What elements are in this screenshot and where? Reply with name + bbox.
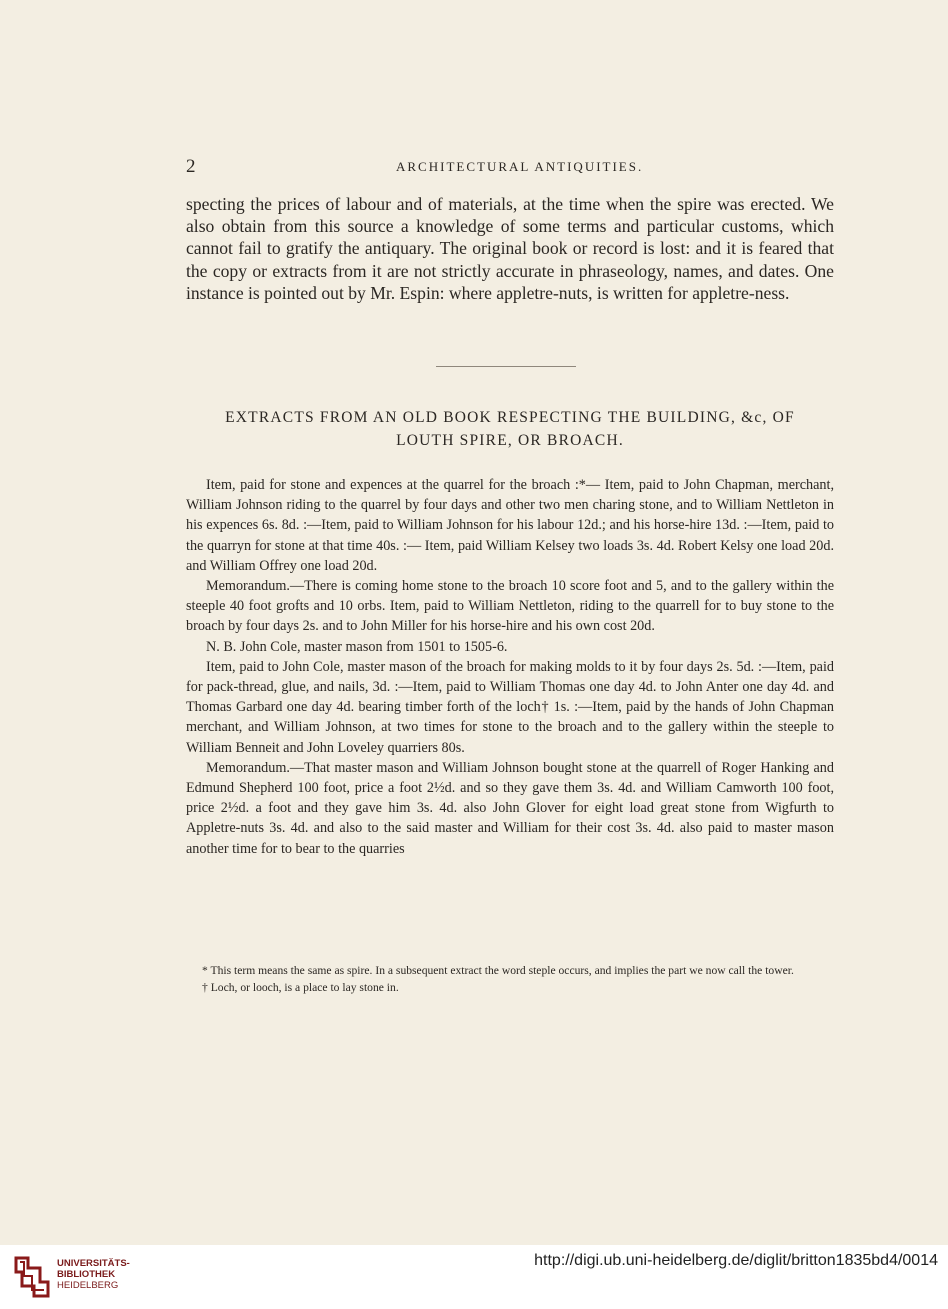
paragraph-2: Memorandum.—There is coming home stone to the broach 10 score foot and 5, and to the gallery within the steeple 40 foot grofts and 10 orbs. Item, paid to William Nettleton, riding to the quarrell for to buy stone to the broach by four days 2s. and to John Miller for his horse-hire and his own cost 20d. xyxy=(186,578,834,635)
library-logo-icon xyxy=(12,1252,52,1302)
paragraph-1: Item, paid for stone and expences at the quarrel for the broach :*— Item, paid to John Chapman, merchant, William Johnson riding to the quarrel by four days and other two men charing stone, and to William Nettleton in his expences 6s. 8d. :—Item, paid to William Johnson for his labour 12d.; and his horse-hire 13d. :—Item, paid to the quarryn for stone at that time 40s. :— Item, paid William Kelsey two loads 3s. 4d. Robert Kelsy one load 20d. and William Offrey one load 20d. xyxy=(186,477,834,574)
paragraph-3: N. B. John Cole, master mason from 1501 to 1505-6. xyxy=(206,638,508,655)
footnote-2: † Loch, or looch, is a place to lay stone in. xyxy=(202,981,399,994)
intro-paragraph: specting the prices of labour and of materials, at the time when the spire was erected. We also obtain from this source a knowledge of some terms and particular customs, which cannot fail to gratify the antiquary. The original book or record is lost: and it is feared that the copy or extracts from it are not strictly accurate in phraseology, names, and dates. One instance is pointed out by Mr. Espin: where appletre-nuts, is written for appletre-ness. xyxy=(186,194,834,303)
running-title: ARCHITECTURAL ANTIQUITIES. xyxy=(396,159,644,174)
footnote-1: * This term means the same as spire. In a subsequent extract the word steple occurs, and implies the part we now call the tower. xyxy=(202,964,794,977)
heading-line-1: EXTRACTS FROM AN OLD BOOK RESPECTING THE BUILDING, &c, OF xyxy=(225,409,795,426)
section-divider xyxy=(436,366,576,367)
extracts-body xyxy=(186,475,834,859)
library-line-3: HEIDELBERG xyxy=(57,1280,119,1291)
paragraph-4: Item, paid to John Cole, master mason of the broach for making molds to it by four days 2s. 5d. :—Item, paid for pack-thread, glue, and nails, 3d. :—Item, paid to William Thomas one day 4d. to John Anter one day 4d. and Thomas Garbard one day 4d. bearing timber forth of the loch† 1s. :—Item, paid by the hands of John Chapman merchant, and William Johnson, at two times for stone to the broach and to the gallery within the steeple to William Benneit and John Loveley quarriers 80s. xyxy=(186,658,834,756)
page-number: 2 xyxy=(186,156,196,177)
section-heading xyxy=(186,406,834,452)
footnotes xyxy=(186,962,834,996)
library-line-2: BIBLIOTHEK xyxy=(57,1269,116,1280)
library-name xyxy=(57,1258,130,1291)
source-url-link[interactable]: http://digi.ub.uni-heidelberg.de/diglit/britton1835bd4/0014 xyxy=(534,1252,938,1269)
library-line-1: UNIVERSITÄTS- xyxy=(57,1258,130,1269)
heading-line-2: LOUTH SPIRE, OR BROACH. xyxy=(396,432,624,449)
paragraph-5: Memorandum.—That master mason and William Johnson bought stone at the quarrell of Roger Hanking and Edmund Shepherd 100 foot, price a foot 2½d. and so they gave them 3s. 4d. and William Camworth 100 foot, price 2½d. a foot and they gave him 3s. 4d. also John Glover for eight load great stone from Wigfurth to Appletre-nuts 3s. 4d. and also to the said master and William for their cost 3s. 4d. also paid to master mason another time for to bear to the quarries xyxy=(186,759,834,857)
